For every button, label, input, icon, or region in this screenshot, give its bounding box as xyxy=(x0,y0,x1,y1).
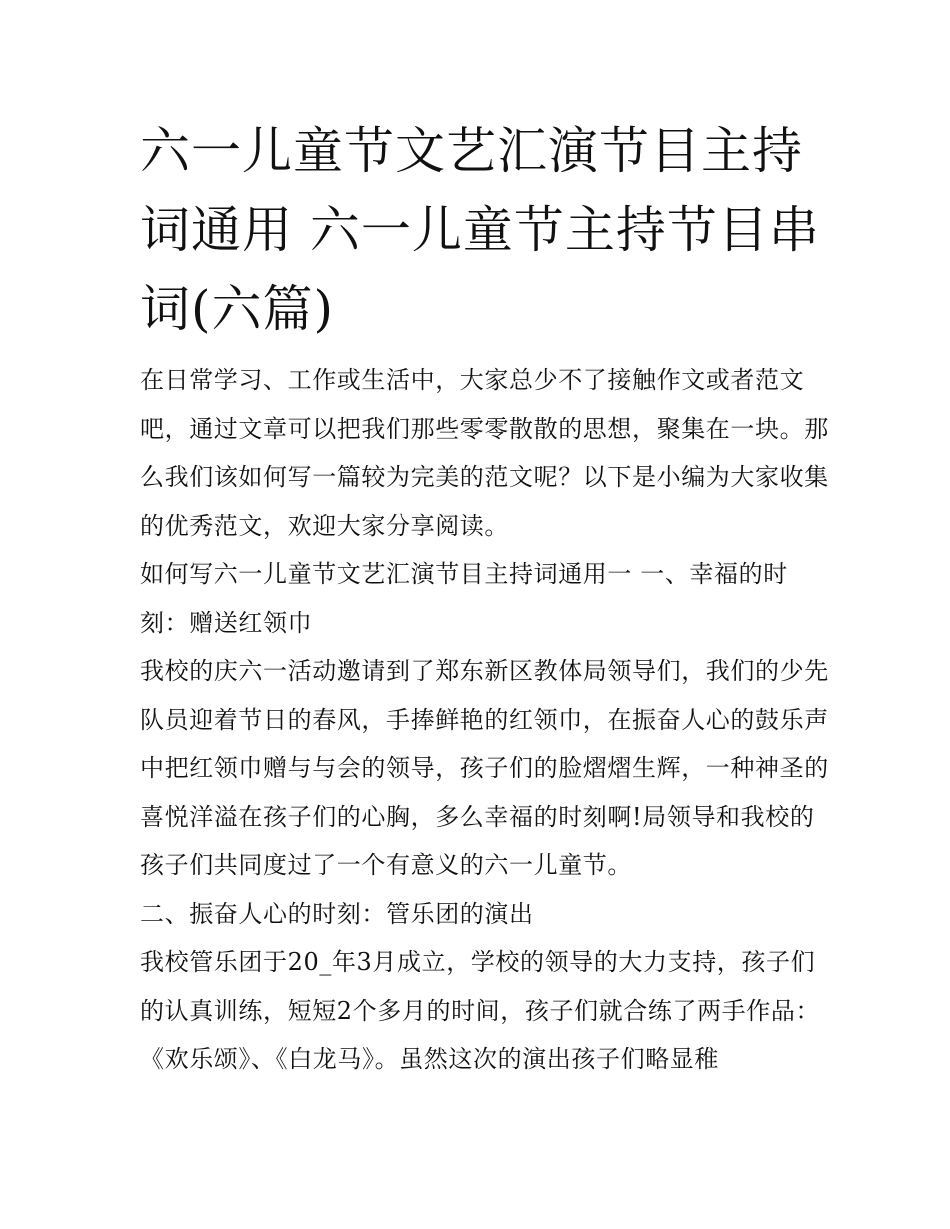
document-body xyxy=(140,356,830,1084)
document-title: 六一儿童节文艺汇演节目主持词通用 六一儿童节主持节目串词(六篇) xyxy=(140,122,820,338)
section-two-paragraph: 我校管乐团于20_年3月成立，学校的领导的大力支持，孩子们的认真训练，短短2个多月的时间，孩子们就合练了两手作品：《欢乐颂》、《白龙马》。虽然这次的演出孩子们略显稚 xyxy=(140,948,821,1073)
intro-paragraph: 在日常学习、工作或生活中，大家总少不了接触作文或者范文吧，通过文章可以把我们那些零零散散的思想，聚集在一块。那么我们该如何写一篇较为完美的范文呢？以下是小编为大家收集的优秀范文，欢迎大家分享阅读。 xyxy=(140,366,829,540)
section-heading-one: 如何写六一儿童节文艺汇演节目主持词通用一 一、幸福的时刻：赠送红领巾 xyxy=(140,560,788,637)
section-heading-two: 二、振奋人心的时刻：管乐团的演出 xyxy=(140,899,534,928)
section-one-paragraph: 我校的庆六一活动邀请到了郑东新区教体局领导们，我们的少先队员迎着节日的春风，手捧鲜艳的红领巾，在振奋人心的鼓乐声中把红领巾赠与与会的领导，孩子们的脸熠熠生辉，一种神圣的喜悦洋溢在孩子们的心胸，多么幸福的时刻啊!局领导和我校的孩子们共同度过了一个有意义的六一儿童节。 xyxy=(140,657,829,879)
